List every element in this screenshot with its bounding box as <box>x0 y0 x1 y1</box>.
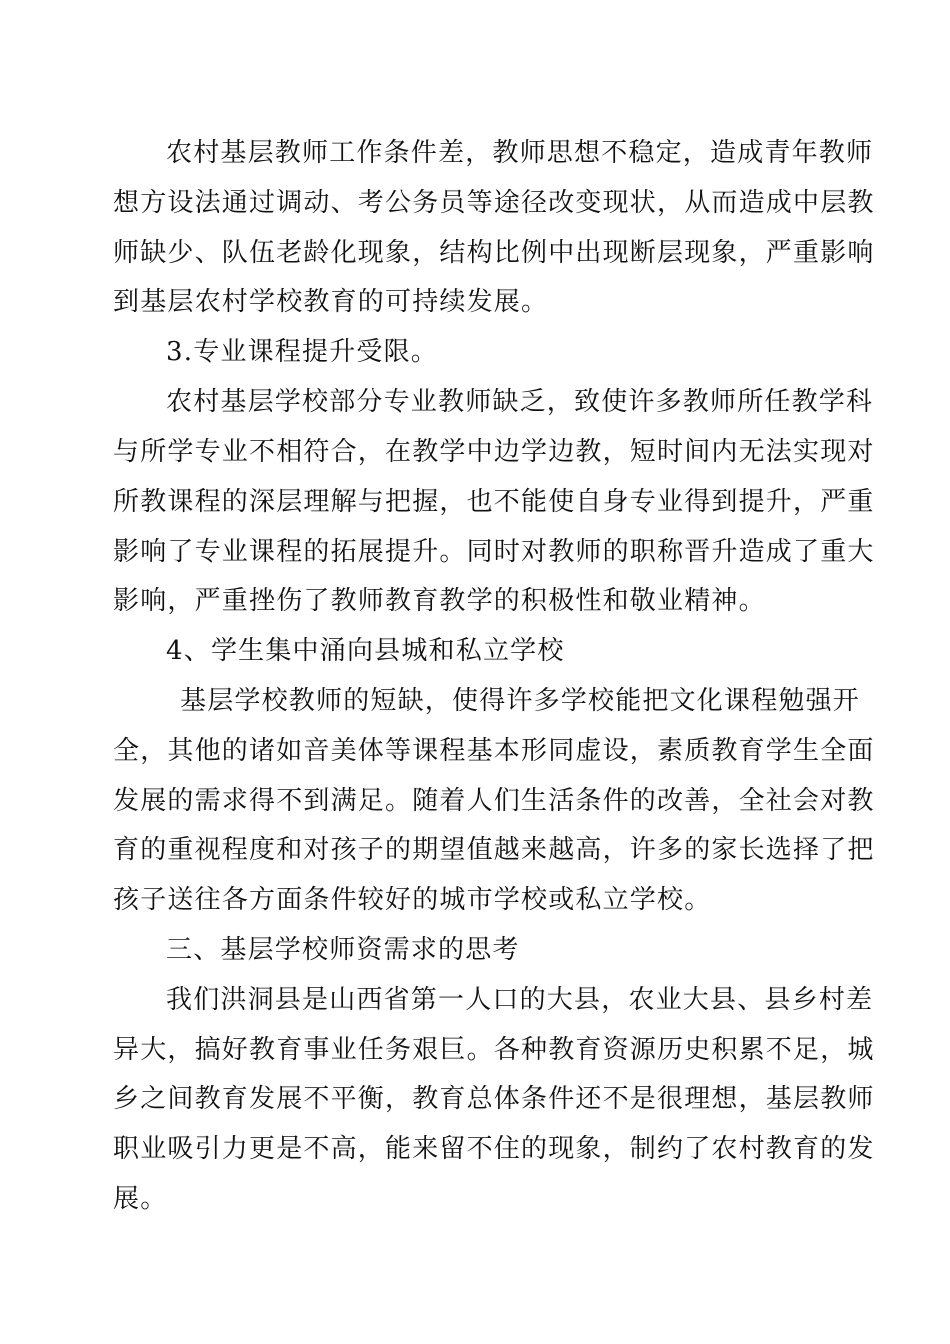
text-line: 展。 <box>113 1184 168 1214</box>
text-line: 农村基层学校部分专业教师缺乏，致使许多教师所任教学科 <box>166 387 874 417</box>
text-line: 我们洪洞县是山西省第一人口的大县，农业大县、县乡村差 <box>166 985 874 1015</box>
text-line: 农村基层教师工作条件差，教师思想不稳定，造成青年教师 <box>166 138 874 168</box>
text-line: 想方设法通过调动、考公务员等途径改变现状，从而造成中层教 <box>113 188 875 218</box>
section-heading: 三、基层学校师资需求的思考 <box>166 935 520 965</box>
text-line: 乡之间教育发展不平衡，教育总体条件还不是很理想，基层教师 <box>113 1084 875 1114</box>
text-line: 发展的需求得不到满足。随着人们生活条件的改善，全社会对教 <box>113 786 875 816</box>
section-heading: 4、学生集中涌向县城和私立学校 <box>166 636 565 666</box>
text-line: 异大，搞好教育事业任务艰巨。各种教育资源历史积累不足，城 <box>113 1035 875 1065</box>
text-line: 与所学专业不相符合，在教学中边学边教，短时间内无法实现对 <box>113 437 875 467</box>
text-line: 师缺少、队伍老龄化现象，结构比例中出现断层现象，严重影响 <box>113 238 875 268</box>
text-line: 影响了专业课程的拓展提升。同时对教师的职称晋升造成了重大 <box>113 537 875 567</box>
text-line: 全，其他的诸如音美体等课程基本形同虚设，素质教育学生全面 <box>113 736 875 766</box>
section-heading: 3.专业课程提升受限。 <box>166 337 439 367</box>
text-line: 到基层农村学校教育的可持续发展。 <box>113 287 549 317</box>
text-line: 职业吸引力更是不高，能来留不住的现象，制约了农村教育的发 <box>113 1134 875 1164</box>
text-line: 孩子送往各方面条件较好的城市学校或私立学校。 <box>113 885 712 915</box>
text-line: 所教课程的深层理解与把握，也不能使自身专业得到提升，严重 <box>113 487 875 517</box>
text-line: 育的重视程度和对孩子的期望值越来越高，许多的家长选择了把 <box>113 835 875 865</box>
text-line: 影响，严重挫伤了教师教育教学的积极性和敬业精神。 <box>113 586 766 616</box>
text-line: 基层学校教师的短缺，使得许多学校能把文化课程勉强开 <box>180 686 861 716</box>
